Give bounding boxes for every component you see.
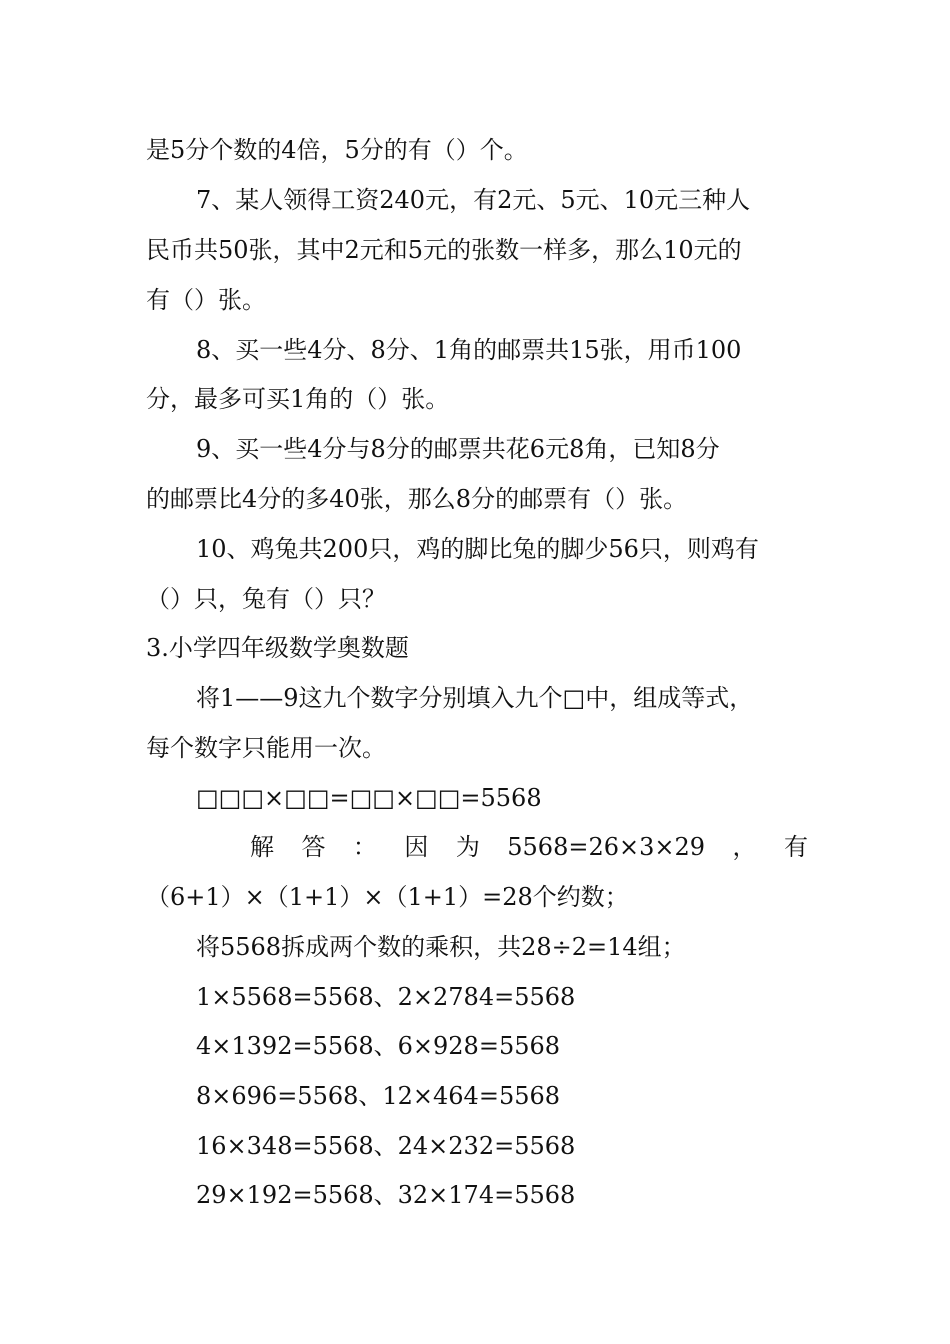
divisor-count-line: （6+1）×（1+1）×（1+1）=28个约数； [146, 883, 629, 911]
question-7-line-1: 7、某人领得工资240元，有2元、5元、10元三种人 [196, 186, 751, 214]
answer-part-6: 5568=26×3×29 [507, 833, 706, 861]
text-line-1: 是5分个数的4倍，5分的有（）个。 [146, 136, 528, 164]
question-10-line-1: 10、鸡兔共200只，鸡的脚比兔的脚少56只，则鸡有 [196, 535, 759, 563]
question-7-line-2: 民币共50张，其中2元和5元的张数一样多，那么10元的 [146, 236, 742, 264]
factor-pairs-line: 将5568拆成两个数的乘积，共28÷2=14组； [196, 933, 686, 961]
question-8-line-2: 分，最多可买1角的（）张。 [146, 385, 450, 413]
factor-row-2: 4×1392=5568、6×928=5568 [196, 1032, 561, 1060]
puzzle-equation: □□□×□□=□□×□□=5568 [196, 784, 542, 812]
question-7-line-3: 有（）张。 [146, 286, 266, 314]
factor-row-4: 16×348=5568、24×232=5568 [196, 1132, 576, 1160]
question-8-line-1: 8、买一些4分、8分、1角的邮票共15张，用币100 [196, 336, 742, 364]
answer-part-7: ， [732, 833, 757, 861]
factor-row-1: 1×5568=5568、2×2784=5568 [196, 983, 576, 1011]
question-10-line-2: （）只，兔有（）只？ [146, 585, 386, 613]
puzzle-line-1: 将1——9这九个数字分别填入九个□中，组成等式， [196, 684, 754, 712]
answer-part-5: 为 [455, 833, 480, 861]
answer-part-4: 因 [404, 833, 429, 861]
answer-part-3: ： [352, 833, 377, 861]
factor-row-3: 8×696=5568、12×464=5568 [196, 1082, 561, 1110]
question-9-line-2: 的邮票比4分的多40张，那么8分的邮票有（）张。 [146, 485, 688, 513]
answer-intro-line [146, 830, 808, 864]
factor-row-5: 29×192=5568、32×174=5568 [196, 1181, 576, 1209]
question-9-line-1: 9、买一些4分与8分的邮票共花6元8角，已知8分 [196, 435, 720, 463]
answer-part-1: 解 [250, 833, 274, 861]
answer-part-8: 有 [783, 833, 808, 861]
answer-part-2: 答 [301, 833, 326, 861]
puzzle-line-2: 每个数字只能用一次。 [146, 734, 386, 762]
section-heading: 3.小学四年级数学奥数题 [146, 634, 409, 662]
